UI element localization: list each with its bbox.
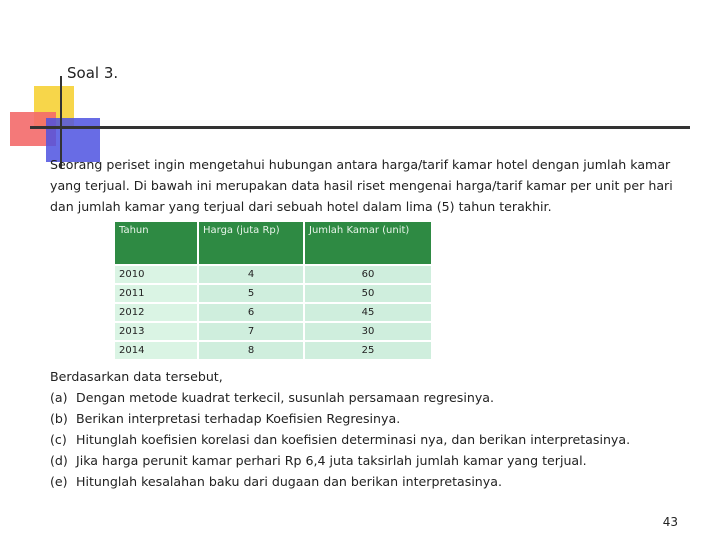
cell-price: 8 — [199, 342, 303, 359]
table-row — [115, 342, 431, 359]
cell-price: 6 — [199, 304, 303, 321]
question-text: Berikan interpretasi terhadap Koefisien Regresinya. — [76, 411, 401, 426]
cell-year: 2010 — [115, 266, 197, 283]
cell-price: 5 — [199, 285, 303, 302]
question-text: Hitunglah koefisien korelasi dan koefisien determinasi nya, dan berikan interpretasinya. — [76, 432, 631, 447]
question-text: Jika harga perunit kamar perhari Rp 6,4 juta taksirlah jumlah kamar yang terjual. — [76, 453, 587, 468]
question-label: (e) — [50, 474, 68, 489]
problem-statement: Seorang periset ingin mengetahui hubungan antara harga/tarif kamar hotel dengan jumlah kamar yang terjual. Di bawah ini merupakan data hasil riset mengenai harga/tarif kamar per unit per hari dan jumlah kamar yang terjual dari sebuah hotel dalam lima (5) tahun terakhir. — [50, 157, 673, 214]
table-row — [115, 323, 431, 340]
question-list — [50, 366, 700, 492]
question-lead: Berdasarkan data tersebut, — [50, 369, 223, 384]
header-harga: Harga (juta Rp) — [199, 222, 303, 264]
question-label: (d) — [50, 453, 68, 468]
table-header-row — [115, 222, 431, 264]
question-item — [50, 387, 700, 408]
question-label: (a) — [50, 390, 68, 405]
question-label: (c) — [50, 432, 67, 447]
question-item — [50, 408, 700, 429]
question-text: Dengan metode kuadrat terkecil, susunlah persamaan regresinya. — [76, 390, 495, 405]
cell-year: 2013 — [115, 323, 197, 340]
question-label: (b) — [50, 411, 68, 426]
header-jumlah-kamar: Jumlah Kamar (unit) — [305, 222, 431, 264]
cell-rooms: 60 — [305, 266, 431, 283]
cell-price: 4 — [199, 266, 303, 283]
page-number: 43 — [662, 515, 678, 529]
question-item — [50, 429, 700, 450]
cell-year: 2011 — [115, 285, 197, 302]
data-table — [113, 220, 433, 361]
question-text: Hitunglah kesalahan baku dari dugaan dan berikan interpretasinya. — [76, 474, 502, 489]
cell-year: 2014 — [115, 342, 197, 359]
question-item — [50, 450, 700, 471]
cell-rooms: 45 — [305, 304, 431, 321]
cell-rooms: 25 — [305, 342, 431, 359]
table-row — [115, 266, 431, 283]
question-item — [50, 471, 700, 492]
cell-rooms: 30 — [305, 323, 431, 340]
cell-price: 7 — [199, 323, 303, 340]
table-row — [115, 304, 431, 321]
cell-rooms: 50 — [305, 285, 431, 302]
table-row — [115, 285, 431, 302]
slide-title: Soal 3. — [67, 64, 119, 82]
title-divider-line — [30, 126, 690, 129]
header-tahun: Tahun — [115, 222, 197, 264]
cell-year: 2012 — [115, 304, 197, 321]
